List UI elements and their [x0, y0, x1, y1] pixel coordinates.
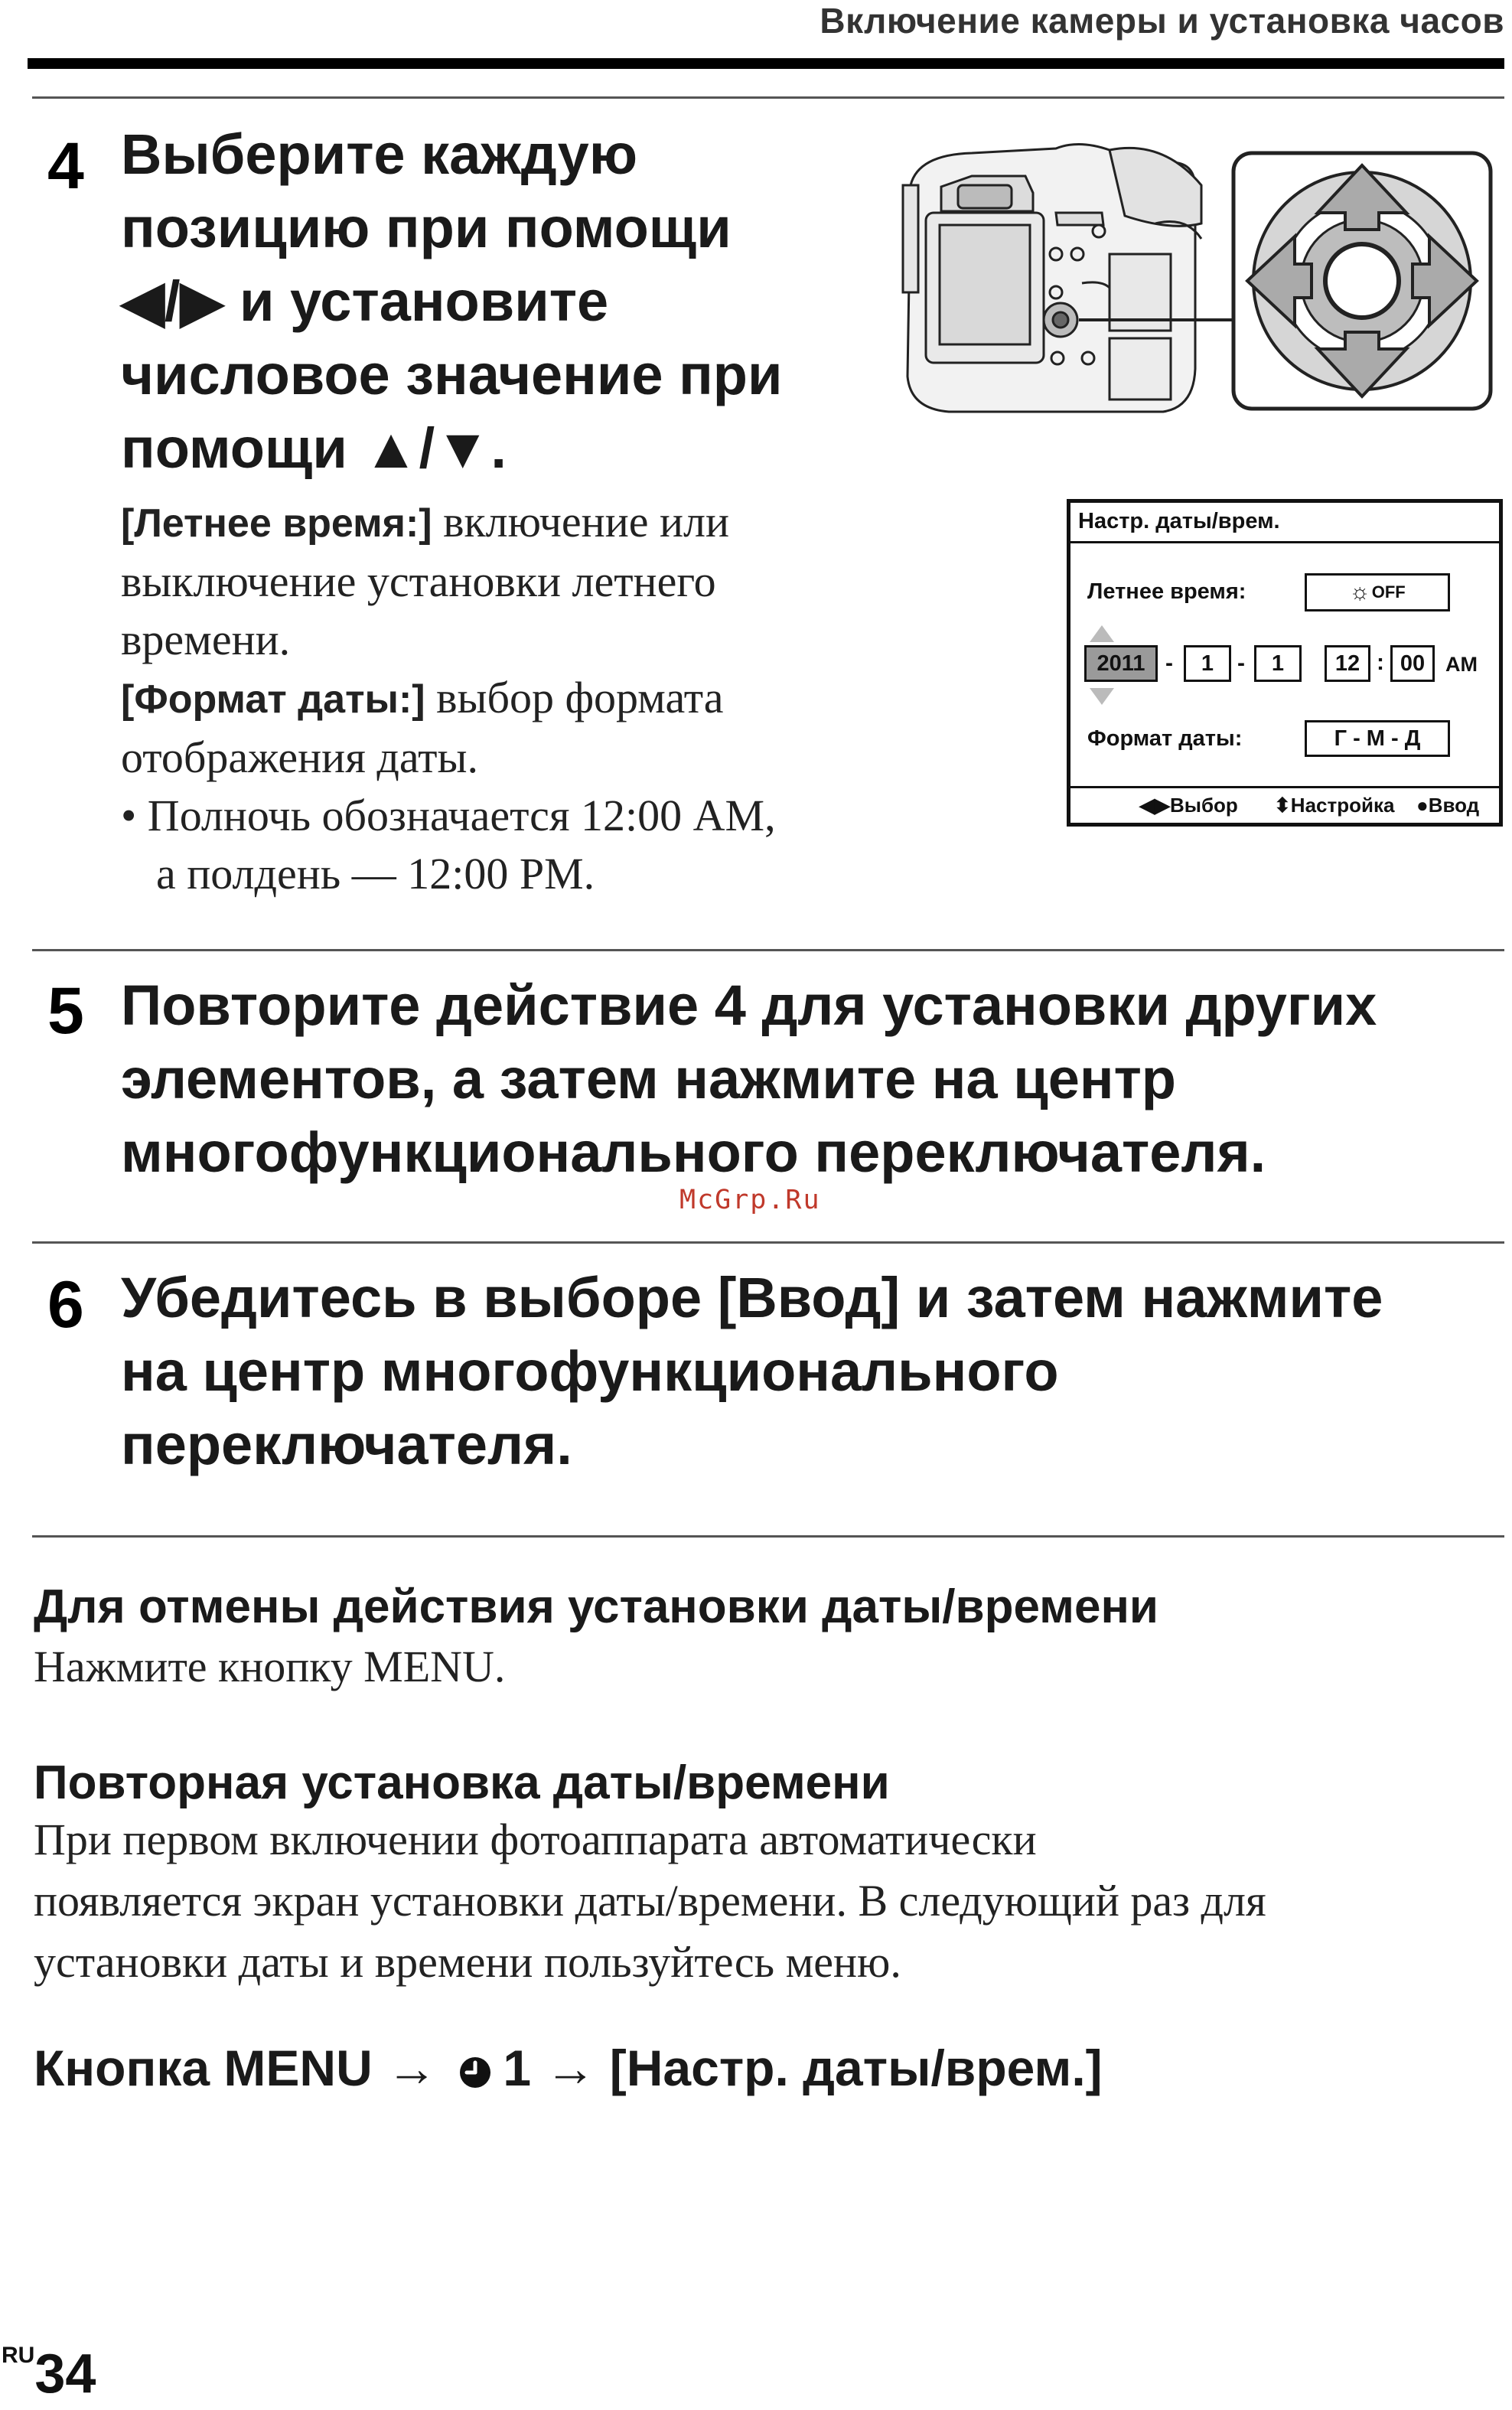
camera-illustration [880, 139, 1507, 422]
title-line: ◀/▶ и установите [121, 269, 609, 333]
multi-selector-icon [1233, 153, 1491, 409]
cancel-text: Нажмите кнопку MENU. [34, 1642, 506, 1691]
reset-text-line: появляется экран установки даты/времени. В следующий раз для [34, 1876, 1266, 1926]
footer-adjust [1274, 794, 1394, 817]
dst-value: OFF [1371, 582, 1406, 602]
note-bullet: • Полночь обозначается 12:00 AM, [121, 791, 776, 840]
cancel-heading: Для отмены действия установки даты/времени [34, 1580, 1159, 1633]
year-field[interactable]: 2011 [1084, 645, 1158, 682]
page-lang: RU [2, 2343, 35, 2368]
format-text: выбор формата [425, 673, 724, 722]
note-bullet-cont: а полдень — 12:00 PM. [156, 849, 595, 898]
step-6-title [121, 1261, 1383, 1482]
title-line: Выберите каждую [121, 122, 638, 186]
title-line: Повторите действие 4 для установки других [121, 973, 1377, 1037]
menu-path-part: Кнопка MENU → [34, 2040, 451, 2096]
running-head: Включение камеры и установка часов [820, 1, 1504, 41]
title-line: переключателя. [121, 1413, 572, 1476]
header-rule [28, 58, 1504, 69]
title-line: на центр многофункционального [121, 1339, 1059, 1403]
format-term: [Формат даты:] [121, 677, 425, 722]
title-line: элементов, а затем нажмите на центр [121, 1047, 1177, 1110]
reset-text-line: установки даты и времени пользуйтесь меню. [34, 1937, 901, 1987]
title-line: помощи ▲/▼. [121, 416, 507, 480]
date-separator: - [1237, 651, 1245, 676]
down-arrow-icon [1090, 688, 1114, 705]
dst-value-field[interactable] [1305, 573, 1450, 611]
step-4-title [121, 118, 782, 485]
dst-label: Летнее время: [1087, 579, 1246, 604]
center-button-icon: ● [1416, 794, 1429, 817]
divider [32, 949, 1504, 951]
step-5-title [121, 969, 1377, 1189]
title-line: числовое значение при [121, 343, 783, 406]
divider [32, 1241, 1504, 1244]
format-text: отображения даты. [121, 732, 478, 782]
divider [32, 1535, 1504, 1538]
time-separator: : [1377, 650, 1384, 675]
reset-text [34, 1809, 1266, 1993]
minute-field[interactable]: 00 [1390, 645, 1435, 682]
footer-select-label: Выбор [1170, 794, 1238, 817]
dst-text: выключение установки летнего [121, 556, 716, 606]
month-field[interactable]: 1 [1184, 645, 1231, 682]
up-arrow-icon [1090, 625, 1114, 642]
title-line: Убедитесь в выборе [Ввод] и затем нажмите [121, 1266, 1383, 1329]
ampm-label: AM [1445, 653, 1478, 676]
page-number [2, 2343, 96, 2405]
reset-text-line: При первом включении фотоаппарата автоматически [34, 1815, 1037, 1864]
clock-icon [458, 2056, 492, 2089]
format-label: Формат даты: [1087, 726, 1243, 751]
dst-term: [Летнее время:] [121, 501, 432, 546]
footer-enter [1416, 794, 1479, 817]
date-separator: - [1165, 651, 1173, 676]
footer-enter-label: Ввод [1428, 794, 1480, 817]
step-number: 4 [47, 129, 84, 203]
page-num: 34 [34, 2343, 96, 2405]
step-4-description [121, 493, 776, 903]
date-time-setting-screen [1067, 499, 1503, 827]
step-number: 6 [47, 1268, 84, 1342]
left-right-arrows-icon: ◀▶ [1139, 794, 1170, 817]
camera-body-icon [903, 144, 1201, 412]
screen-title-rule [1070, 541, 1499, 543]
footer-rule [1070, 786, 1499, 788]
divider [32, 96, 1504, 99]
title-line: многофункционального переключателя. [121, 1120, 1266, 1184]
dst-text: включение или [432, 497, 729, 546]
menu-path-part: 1 → [Настр. даты/врем.] [503, 2040, 1103, 2096]
title-line: позицию при помощи [121, 196, 732, 259]
watermark: McGrp.Ru [679, 1185, 821, 1215]
footer-select [1139, 794, 1238, 817]
sun-icon: ☼ [1349, 579, 1370, 605]
step-number: 5 [47, 974, 84, 1048]
dst-text: времени. [121, 615, 291, 664]
screen-title: Настр. даты/врем. [1078, 509, 1280, 533]
menu-path [34, 2039, 1103, 2097]
format-value-field[interactable]: Г - М - Д [1305, 720, 1450, 757]
hour-field[interactable]: 12 [1325, 645, 1370, 682]
up-down-arrows-icon: ⬍ [1274, 794, 1291, 817]
day-field[interactable]: 1 [1254, 645, 1302, 682]
footer-adjust-label: Настройка [1290, 794, 1395, 817]
reset-heading: Повторная установка даты/времени [34, 1756, 890, 1809]
